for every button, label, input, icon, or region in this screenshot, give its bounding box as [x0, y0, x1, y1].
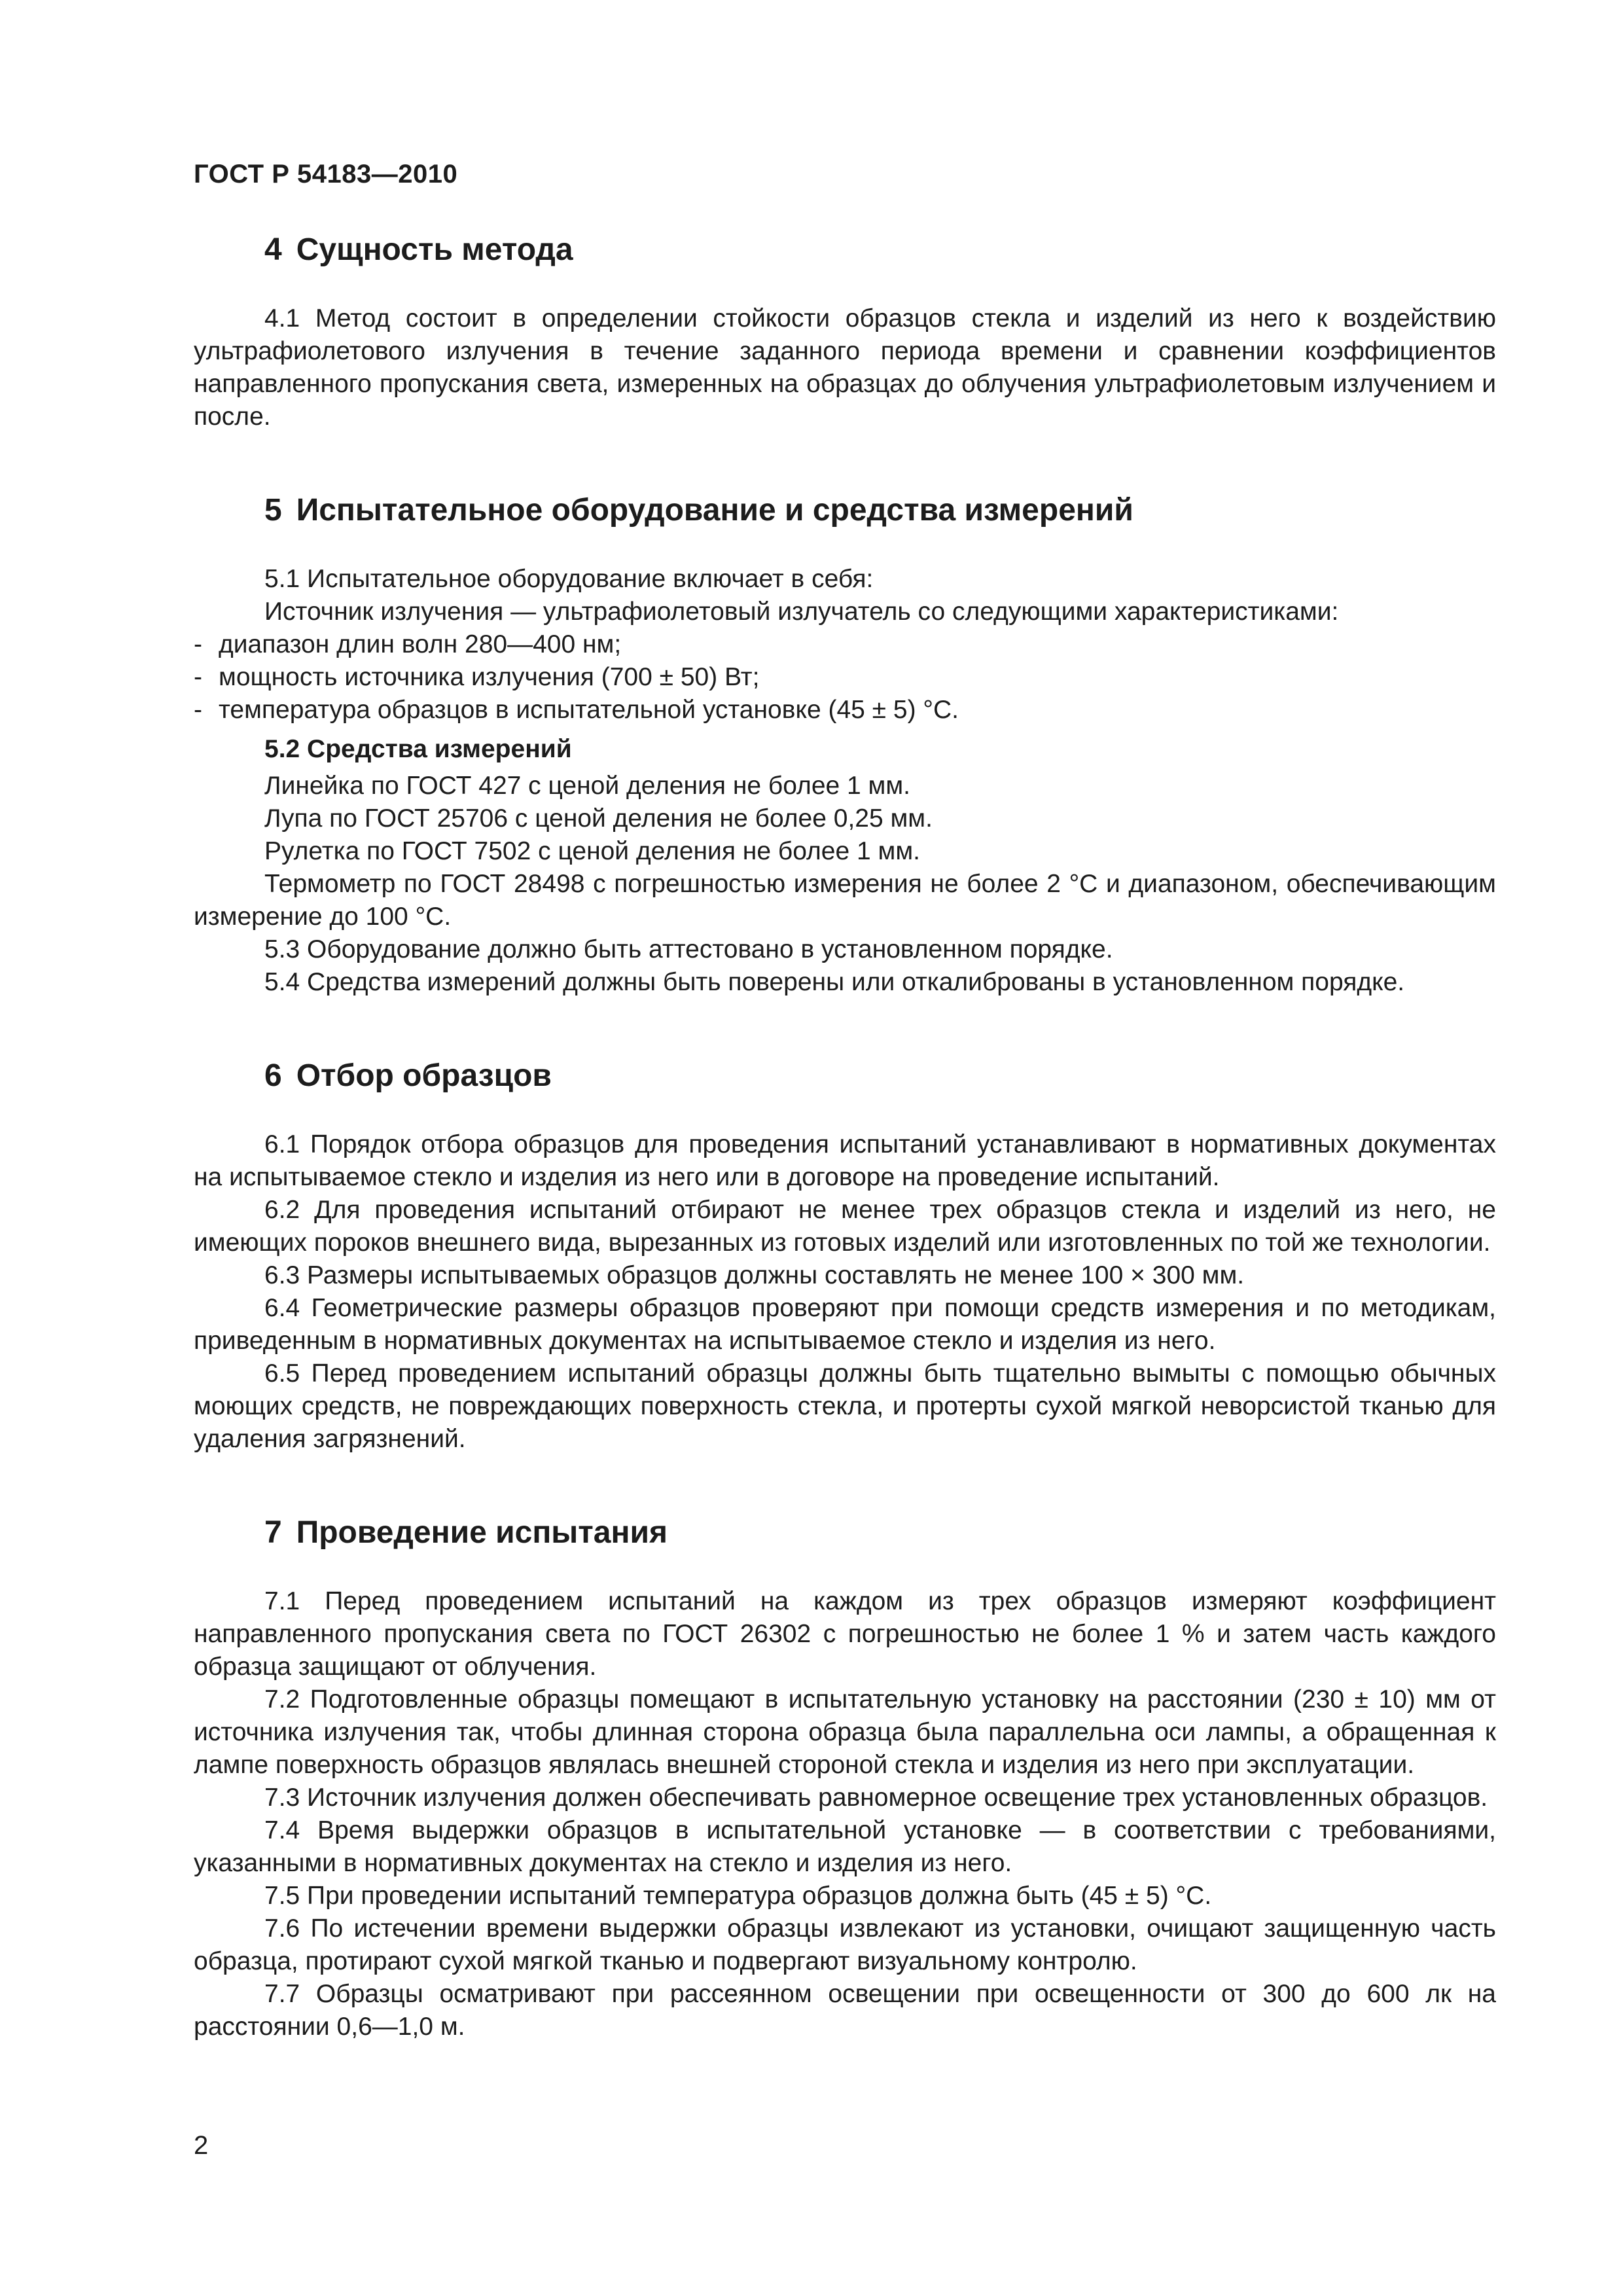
measure-thermometer: Термометр по ГОСТ 28498 с погрешностью измерения не более 2 °С и диапазоном, обеспечивающим измерение до 100 °С. — [194, 870, 1496, 931]
section-heading — [194, 490, 1496, 531]
paragraph-7-6: 7.6 По истечении времени выдержки образцы извлекают из установки, очищают защищенную часть образца, протирают сухой мягкой тканью и подвергают визуальному контролю. — [194, 1914, 1496, 1975]
section-5 — [194, 490, 1496, 999]
paragraph-6-4: 6.4 Геометрические размеры образцов проверяют при помощи средств измерения и по методикам, приведенным в нормативных документах на испытываемое стекло и изделия из него. — [194, 1294, 1496, 1355]
section-number: 4 — [264, 232, 282, 267]
characteristics-list — [194, 628, 1496, 726]
section-title: Испытательное оборудование и средства измерений — [296, 493, 1133, 528]
page-number: 2 — [194, 2131, 209, 2160]
paragraph-6-2: 6.2 Для проведения испытаний отбирают не менее трех образцов стекла и изделий из него, не имеющих пороков внешнего вида, вырезанных из готовых изделий или изготовленных по той же технологии. — [194, 1196, 1496, 1257]
section-heading — [194, 1512, 1496, 1554]
paragraph-7-1: 7.1 Перед проведением испытаний на каждом из трех образцов измеряют коэффициент направленного пропускания света по ГОСТ 26302 с погрешностью не более 1 % и затем часть каждого образца защищают от облучения. — [194, 1587, 1496, 1681]
measure-tape: Рулетка по ГОСТ 7502 с ценой деления не более 1 мм. — [264, 837, 920, 865]
paragraph-5-1: 5.1 Испытательное оборудование включает в себя: — [264, 565, 874, 593]
paragraph-7-2: 7.2 Подготовленные образцы помещают в испытательную установку на расстоянии (230 ± 10) мм от источника излучения так, чтобы длинная сторона образца была параллельна оси лампы, а обращенная к лампе поверхность образцов являлась внешней стороной стекла и изделия из него при эксплуатации. — [194, 1685, 1496, 1779]
document-body — [194, 229, 1496, 2043]
list-item: - температура образцов в испытательной установке (45 ± 5) °С. — [194, 694, 1496, 726]
document-code: ГОСТ Р 54183—2010 — [194, 160, 458, 188]
paragraph-6-1: 6.1 Порядок отбора образцов для проведения испытаний устанавливают в нормативных документах на испытываемое стекло и изделия из него или в договоре на проведение испытаний. — [194, 1130, 1496, 1191]
paragraph-6-5: 6.5 Перед проведением испытаний образцы должны быть тщательно вымыты с помощью обычных моющих средств, не повреждающих поверхность стекла, и протерты сухой мягкой неворсистой тканью для удаления загрязнений. — [194, 1359, 1496, 1453]
paragraph-4-1: 4.1 Метод состоит в определении стойкости образцов стекла и изделий из него к воздействию ультрафиолетового излучения в течение заданного периода времени и сравнении коэффициентов направленного пропускания света, измеренных на образцах до облучения ультрафиолетовым излучением и после. — [194, 304, 1496, 431]
list-item: - диапазон длин волн 280—400 нм; — [194, 628, 1496, 661]
paragraph-6-3: 6.3 Размеры испытываемых образцов должны составлять не менее 100 × 300 мм. — [264, 1261, 1245, 1289]
section-number: 7 — [264, 1515, 282, 1550]
paragraph-7-5: 7.5 При проведении испытаний температура образцов должна быть (45 ± 5) °С. — [264, 1882, 1212, 1910]
section-heading — [194, 229, 1496, 271]
paragraph-7-4: 7.4 Время выдержки образцов в испытательной установке — в соответствии с требованиями, указанными в нормативных документах на стекло и изделия из него. — [194, 1816, 1496, 1877]
section-heading — [194, 1055, 1496, 1097]
section-number: 6 — [264, 1058, 282, 1093]
measure-loupe: Лупа по ГОСТ 25706 с ценой деления не более 0,25 мм. — [264, 804, 933, 833]
section-title: Сущность метода — [296, 232, 573, 267]
measure-ruler: Линейка по ГОСТ 427 с ценой деления не более 1 мм. — [264, 772, 911, 800]
section-7 — [194, 1512, 1496, 2043]
paragraph-5-3: 5.3 Оборудование должно быть аттестовано в установленном порядке. — [264, 935, 1113, 963]
paragraph-7-7: 7.7 Образцы осматривают при рассеянном освещении при освещенности от 300 до 600 лк на расстоянии 0,6—1,0 м. — [194, 1980, 1496, 2041]
list-item: - мощность источника излучения (700 ± 50) Вт; — [194, 661, 1496, 694]
paragraph-radiation-source: Источник излучения — ультрафиолетовый излучатель со следующими характеристиками: — [264, 598, 1339, 626]
section-title: Отбор образцов — [296, 1058, 552, 1093]
section-6 — [194, 1055, 1496, 1456]
section-4 — [194, 229, 1496, 433]
section-number: 5 — [264, 493, 282, 528]
subsection-5-2-heading: 5.2 Средства измерений — [264, 735, 572, 763]
paragraph-7-3: 7.3 Источник излучения должен обеспечивать равномерное освещение трех установленных образцов. — [264, 1784, 1488, 1812]
section-title: Проведение испытания — [296, 1515, 668, 1550]
paragraph-5-4: 5.4 Средства измерений должны быть поверены или откалиброваны в установленном порядке. — [264, 968, 1405, 996]
